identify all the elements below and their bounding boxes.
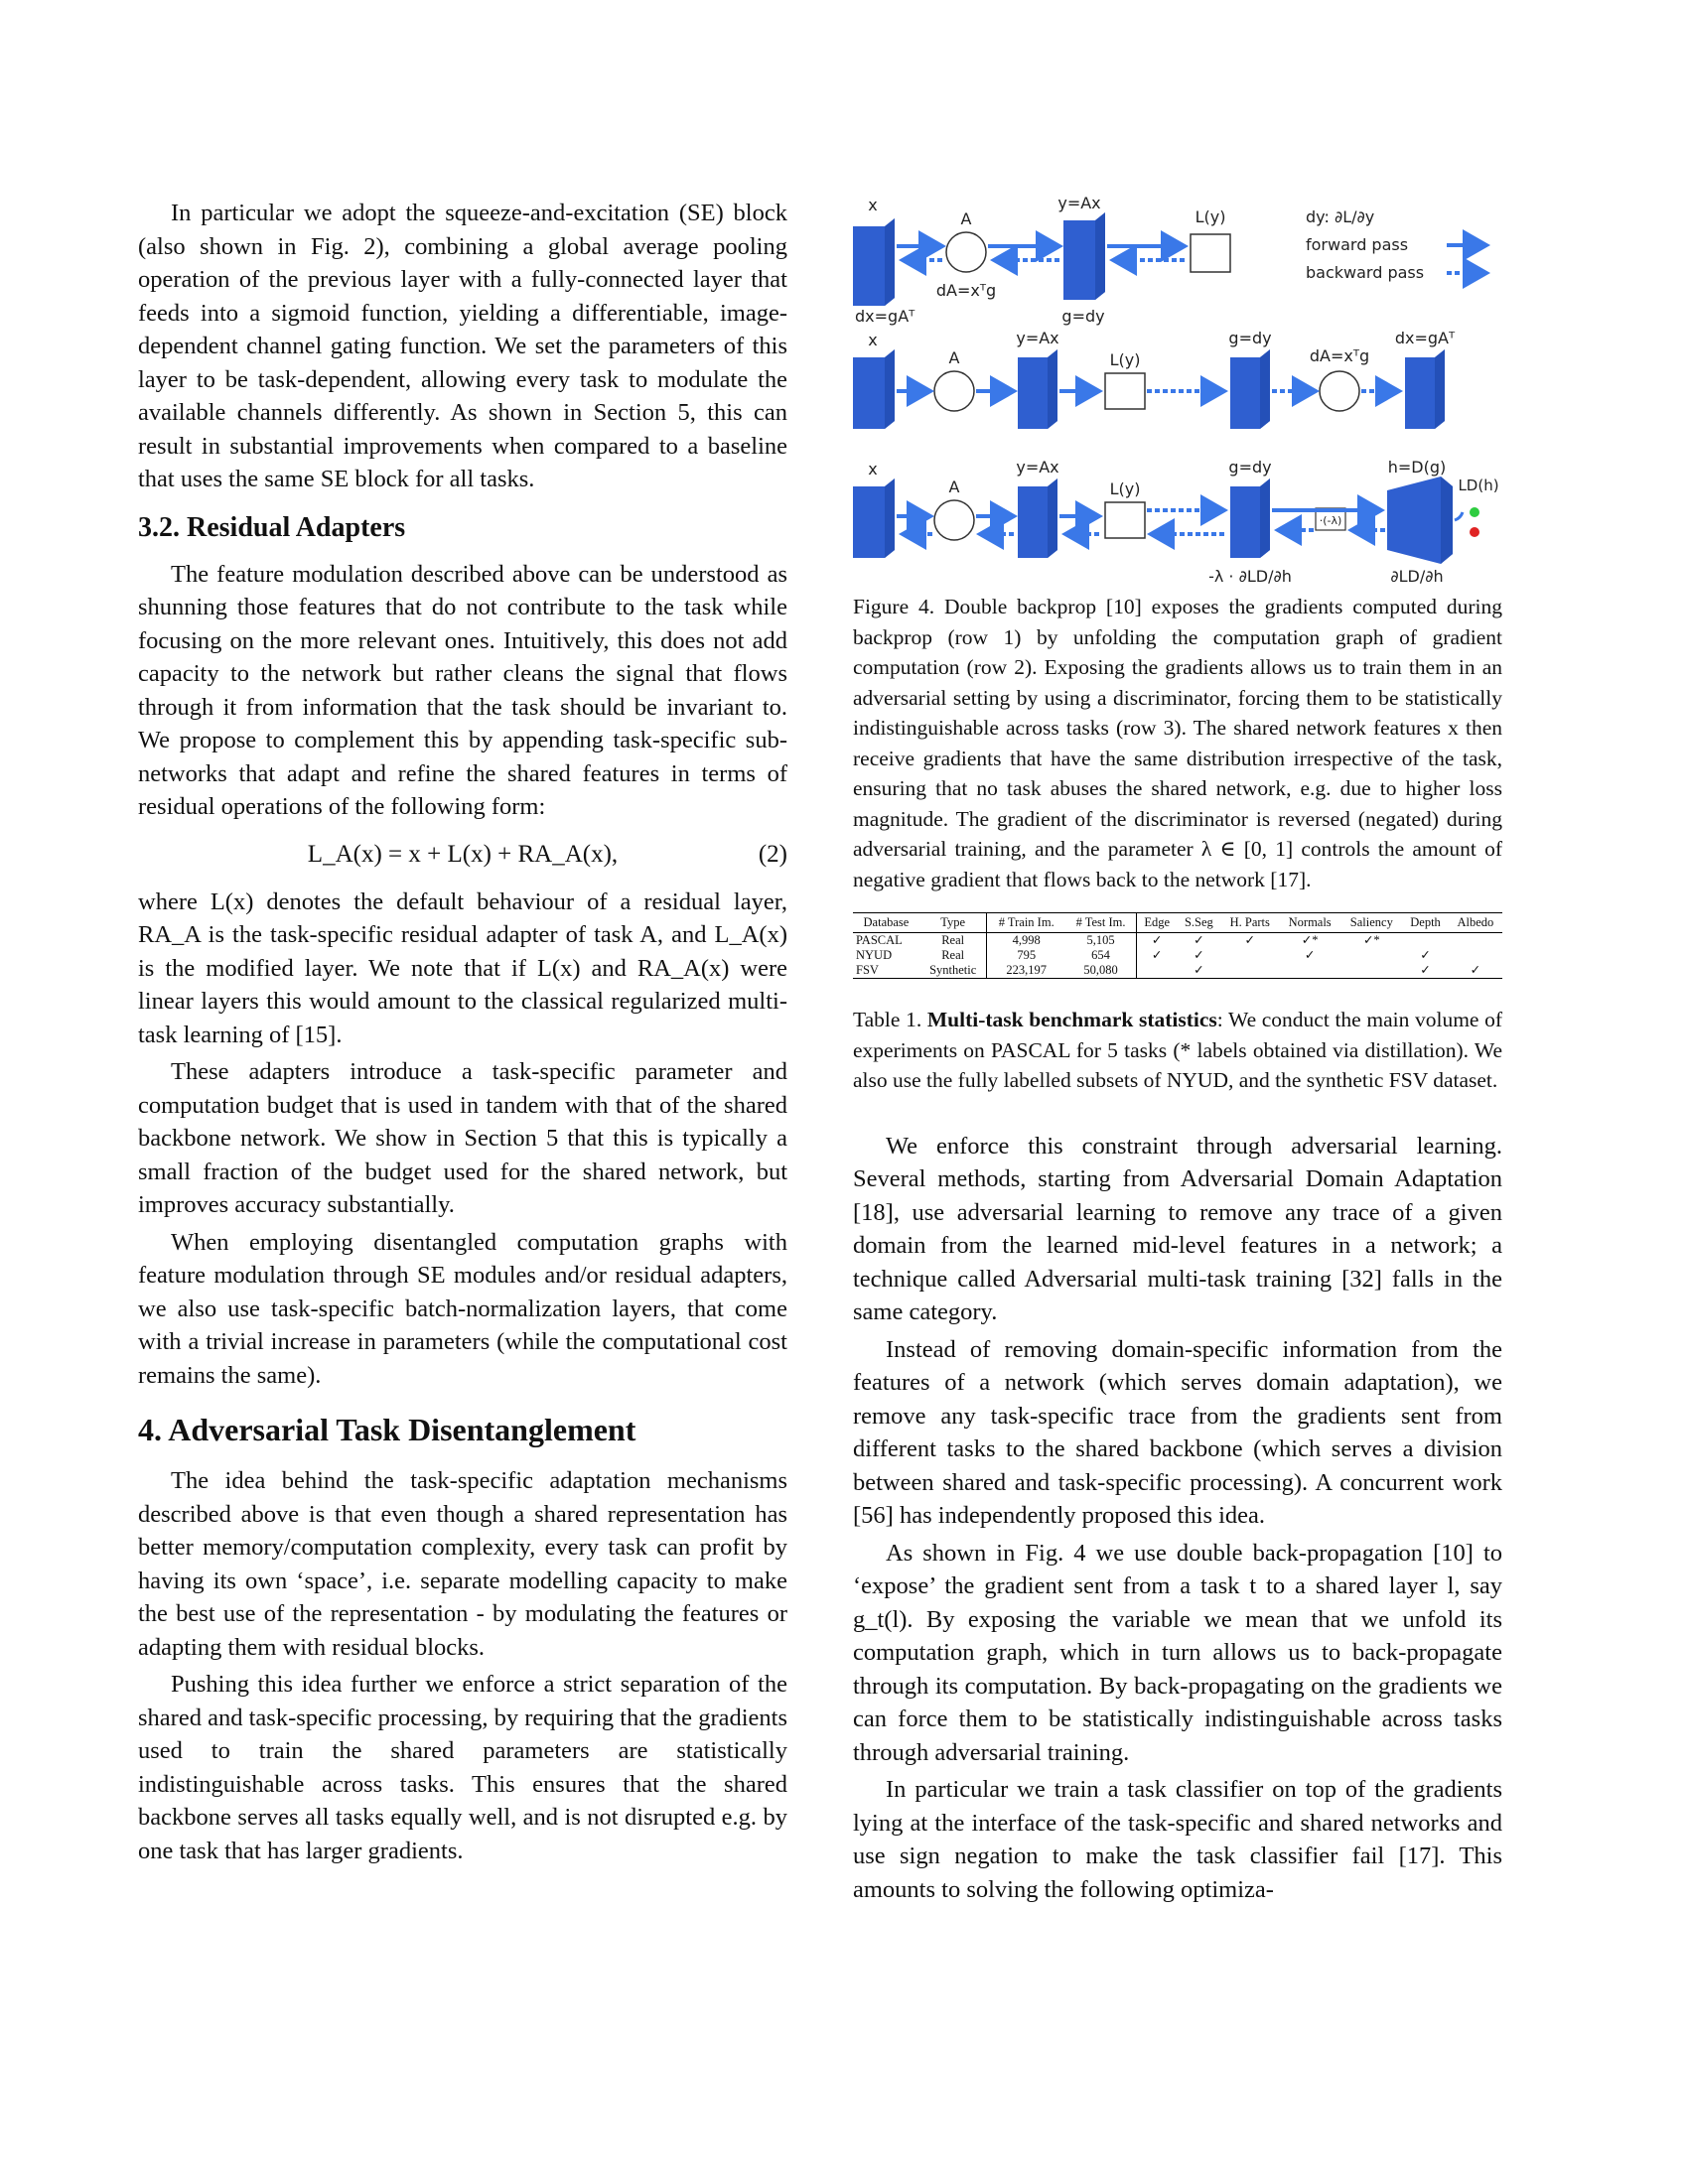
label-dA: dA=xᵀg: [1309, 346, 1370, 365]
col-header: Edge: [1137, 913, 1178, 933]
table-1-caption: [853, 1005, 1502, 1096]
table-row: NYUD Real 795 654 ✓ ✓ ✓ ✓: [856, 948, 1431, 962]
paragraph: As shown in Fig. 4 we use double back-propagation [10] to ‘expose’ the gradient sent from a task t to a shared layer l, say g_t(l). By exposing the variable we mean that we unfold its computation graph, which in turn allows us to back-propagate through its computation. By back-propagating on the gradients we can force them to be statistically indistinguishable across tasks through adversarial training.: [853, 1539, 1502, 1766]
legend: [1306, 207, 1486, 282]
figure-4-diagram: [853, 197, 1502, 592]
label-dA: dA=xᵀg: [935, 281, 997, 300]
col-header: Type: [919, 913, 987, 933]
paragraph: In particular we train a task classifier on top of the gradients lying at the interface of the task-specific and shared networks and use sign negation to make the task classifier fail [17]. This amounts to solving the following optimiza-: [853, 1776, 1502, 1903]
label-Ly: L(y): [1109, 350, 1141, 369]
label-h: h=D(g): [1387, 458, 1447, 477]
paragraph: We enforce this constraint through adversarial learning. Several methods, starting from Adversarial Domain Adaptation [18], use adversarial learning to remove any trace of a given domain from the learned mid-level features in a network; a technique called Adversarial multi-task training [32] falls in the same category.: [853, 1132, 1502, 1325]
row-3: [853, 458, 1499, 586]
label-g: g=dy: [1061, 307, 1105, 326]
legend-forward: forward pass: [1306, 235, 1409, 254]
table-row: PASCAL Real 4,998 5,105 ✓ ✓ ✓ ✓* ✓*: [856, 933, 1380, 947]
section-heading-residual-adapters: 3.2. Residual Adapters: [138, 511, 406, 543]
label-dx: dx=gAᵀ: [855, 307, 915, 326]
right-column: [853, 197, 1502, 1910]
table-row: FSV Synthetic 223,197 50,080 ✓ ✓ ✓: [853, 963, 1502, 979]
col-header: Normals: [1279, 913, 1340, 933]
figure-4-caption: Figure 4. Double backprop [10] exposes the gradients computed during backprop (row 1) by unfolding the computation graph of gradient computation (row 2). Exposing the gradients allows us to train them in an adversarial setting by using a discriminator, forcing them to be statistically indistinguishable across tasks (row 3). The shared network features x then receive gradients that have the same distribution irrespective of the task, ensuring that no task abuses the shared network, e.g. due to higher loss magnitude. The gradient of the discriminator is reversed (negated) during adversarial training, and the parameter λ ∈ [0, 1] controls the amount of negative gradient that flows back to the network [17].: [853, 595, 1502, 891]
caption-rest: : We conduct the main volume of experiments on PASCAL for 5 tasks (* labels obtained via distillation). We also use the fully labelled subsets of NYUD, and the synthetic FSV dataset.: [853, 1008, 1502, 1092]
output-green: [1470, 507, 1479, 517]
label-x: x: [868, 197, 878, 214]
paragraph: The idea behind the task-specific adaptation mechanisms described above is that even though a shared representation has better memory/computation complexity, every task can profit by having its own ‘space’, i.e. separate modelling capacity to make the best use of the representation - by modulating the features or adapting them with residual blocks.: [138, 1467, 787, 1661]
equation-2: [138, 830, 787, 880]
label-x: x: [868, 460, 878, 478]
legend-backward: backward pass: [1306, 263, 1425, 282]
label-Ly: L(y): [1195, 207, 1226, 226]
left-column: [138, 197, 787, 1871]
caption-prefix: Table 1.: [853, 1008, 922, 1031]
label-A: A: [948, 348, 960, 367]
label-yAx: y=Ax: [1016, 329, 1059, 347]
label-dLD: ∂LD/∂h: [1390, 567, 1444, 586]
label-A: A: [948, 478, 960, 496]
label-LDh: LD(h): [1458, 477, 1499, 494]
double-backprop-diagram: [853, 197, 1502, 592]
paragraph: The feature modulation described above can be understood as shunning those features that do not contribute to the task while focusing on the more relevant ones. Intuitively, this does not add capacity to the network but rather cleans the signal that flows through it from information that the task should be invariant to. We propose to complement this by appending task-specific sub-networks that adapt and refine the shared features in terms of residual operations of the following form:: [138, 560, 787, 820]
label-A: A: [960, 209, 972, 228]
row-2: [853, 329, 1456, 429]
col-header: H. Parts: [1220, 913, 1279, 933]
caption-bold: Multi-task benchmark statistics: [926, 1008, 1217, 1031]
paragraph: Instead of removing domain-specific information from the features of a network (which serves domain adaptation), we remove any task-specific trace from the gradients sent from different tasks to the shared backbone (which serves a division between shared and task-specific processing). A concurrent work [56] has independently proposed this idea.: [853, 1335, 1502, 1529]
label-lambda: -λ · ∂LD/∂h: [1208, 567, 1292, 586]
col-header: # Train Im.: [987, 913, 1065, 933]
label-g: g=dy: [1228, 458, 1272, 477]
label-yAx: y=Ax: [1057, 197, 1101, 212]
label-g: g=dy: [1228, 329, 1272, 347]
legend-dy: dy: ∂L/∂y: [1306, 207, 1375, 226]
col-header: Database: [853, 913, 919, 933]
node-L: [1191, 234, 1230, 272]
paragraph: When employing disentangled computation graphs with feature modulation through SE modules and/or residual adapters, we also use task-specific batch-normalization layers, that come with a trivial increase in parameters (while the computational cost remains the same).: [138, 1228, 787, 1389]
equation-body: L_A(x) = x + L(x) + RA_A(x),: [307, 840, 619, 868]
label-Ly: L(y): [1109, 479, 1141, 498]
label-dx: dx=gAᵀ: [1394, 329, 1456, 347]
paragraph: In particular we adopt the squeeze-and-excitation (SE) block (also shown in Fig. 2), combining a global average pooling operation of the previous layer with a fully-connected layer that feeds into a sigmoid function, yielding a differentiable, image-dependent channel gating function. We set the parameters of this layer to be task-dependent, allowing every task to modulate the available channels differently. As shown in Section 5, this can result in substantial improvements when compared to a baseline that uses the same SE block for all tasks.: [138, 200, 787, 492]
section-heading-adversarial: 4. Adversarial Task Disentanglement: [138, 1412, 636, 1447]
node-A: [946, 232, 986, 272]
table-1: [853, 912, 1502, 979]
paragraph: These adapters introduce a task-specific parameter and computation budget that is used in tandem with that of the shared backbone network. We show in Section 5 that this is typically a small fraction of the budget used for the shared network, but improves accuracy substantially.: [138, 1058, 787, 1218]
col-header: Depth: [1402, 913, 1448, 933]
label-yAx: y=Ax: [1016, 458, 1059, 477]
label-x: x: [868, 331, 878, 349]
col-header: S.Seg: [1177, 913, 1220, 933]
col-header: Albedo: [1449, 913, 1502, 933]
output-red: [1470, 527, 1479, 537]
label-neg: ·(-λ): [1319, 514, 1342, 527]
paragraph: where L(x) denotes the default behaviour of a residual layer, RA_A is the task-specific residual adapter of task A, and L_A(x) is the modified layer. We note that if L(x) and RA_A(x) were linear layers this would amount to the classical regularized multi-task learning of [15].: [138, 887, 787, 1048]
col-header: Saliency: [1340, 913, 1402, 933]
equation-number: (2): [758, 840, 787, 868]
table-header-row: [853, 913, 1502, 933]
col-header: # Test Im.: [1065, 913, 1137, 933]
paragraph: Pushing this idea further we enforce a strict separation of the shared and task-specific processing, by requiring that the gradients used to train the shared parameters are statistically indistinguishable across tasks. This ensures that the shared backbone serves all tasks equally well, and is not disrupted e.g. by one task that has larger gradients.: [138, 1671, 787, 1864]
row-1: [853, 197, 1230, 326]
